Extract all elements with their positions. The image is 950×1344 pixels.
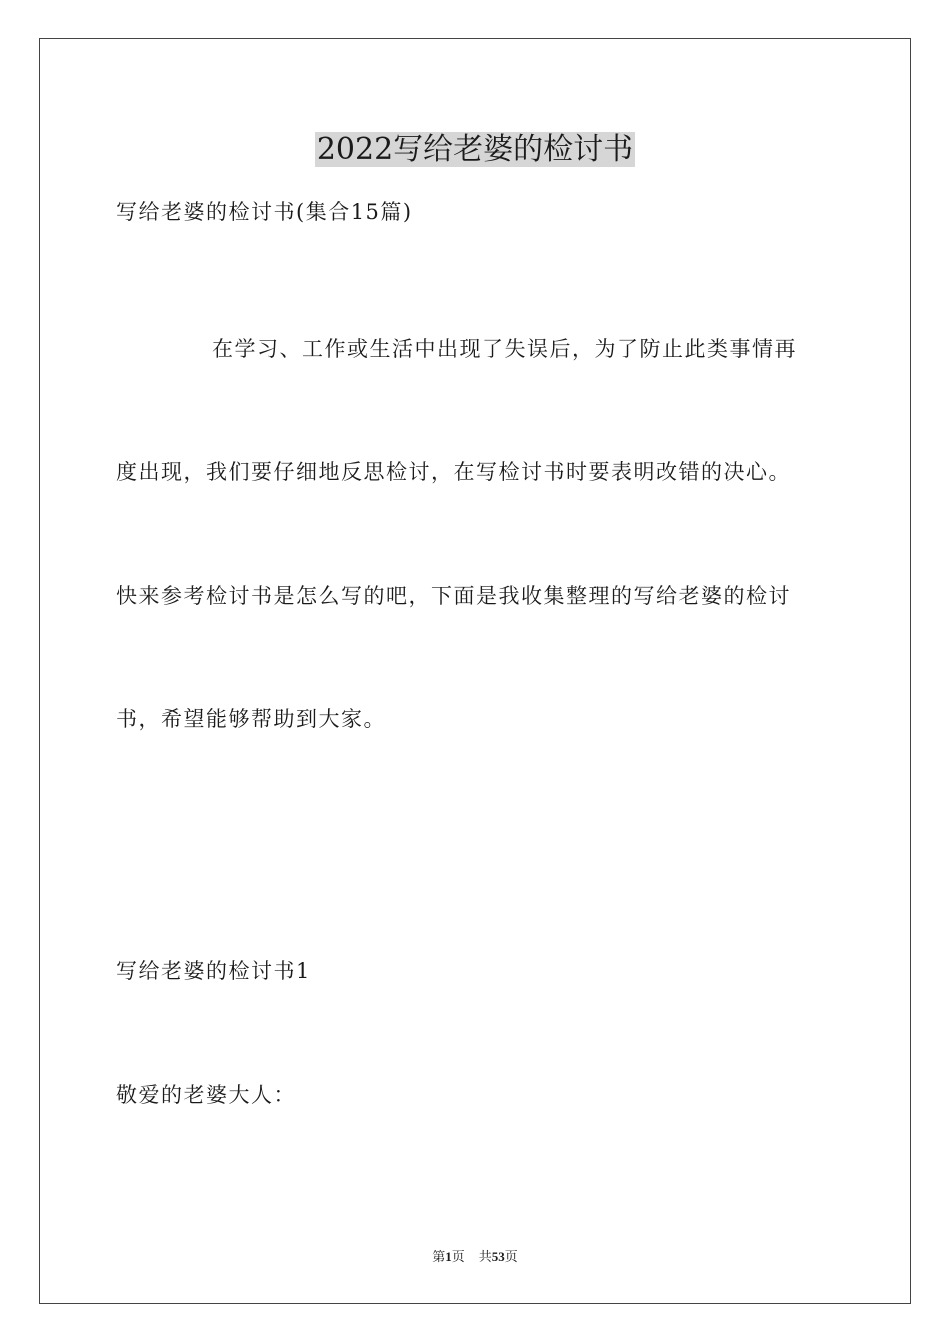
footer-page-suffix: 页 <box>451 1249 465 1264</box>
footer-page-number: 1 <box>445 1249 452 1264</box>
document-title <box>0 128 950 172</box>
salutation: 敬爱的老婆大人： <box>116 1083 296 1107</box>
document-title-text: 2022写给老婆的检讨书 <box>316 132 634 167</box>
footer-total-suffix: 页 <box>504 1249 518 1264</box>
intro-line-1: 在学习、工作或生活中出现了失误后，为了防止此类事情再 <box>212 337 797 361</box>
footer-page-prefix: 第 <box>432 1249 446 1264</box>
intro-line-2: 度出现，我们要仔细地反思检讨，在写检讨书时要表明改错的决心。 <box>116 460 791 484</box>
intro-line-3: 快来参考检讨书是怎么写的吧，下面是我收集整理的写给老婆的检讨 <box>116 584 791 608</box>
intro-line-4: 书，希望能够帮助到大家。 <box>116 707 386 731</box>
page-footer <box>0 1247 950 1267</box>
document-subtitle: 写给老婆的检讨书(集合15篇) <box>116 200 413 224</box>
section-heading: 写给老婆的检讨书1 <box>116 959 311 983</box>
page-border <box>39 38 911 1304</box>
footer-total-pages: 53 <box>491 1249 505 1264</box>
footer-total-prefix: 共 <box>478 1249 492 1264</box>
